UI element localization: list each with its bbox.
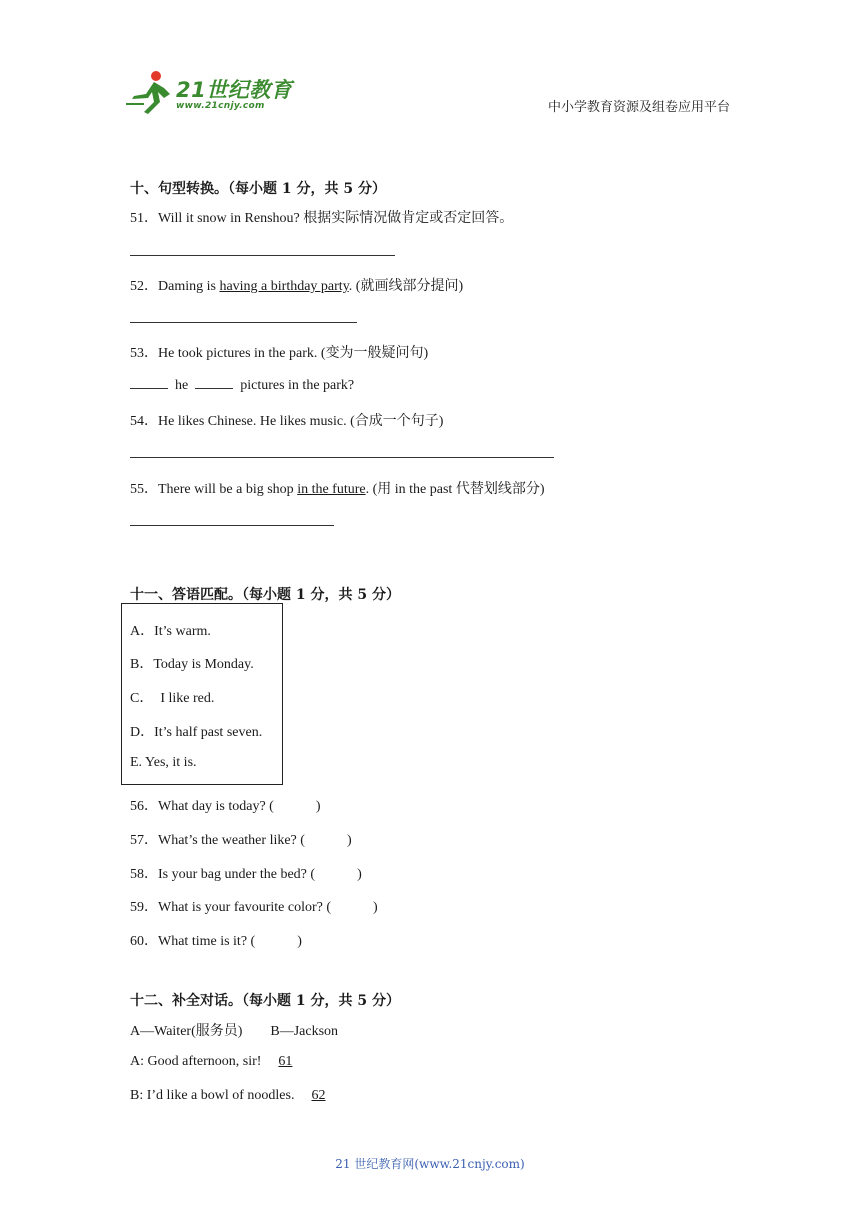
header-platform-text: 中小学教育资源及组卷应用平台 bbox=[548, 100, 731, 115]
question-text: What is your favourite color? ( bbox=[158, 900, 331, 915]
section-11-title: 十一、答语匹配。（每小题 1 分，共 5 分） bbox=[130, 587, 400, 603]
question-59 bbox=[130, 896, 378, 916]
answer-blank-53-b[interactable] bbox=[195, 376, 233, 389]
question-56 bbox=[130, 795, 321, 815]
close-paren: ) bbox=[357, 867, 362, 882]
answer-blank-53-a[interactable] bbox=[130, 376, 168, 389]
logo-runner-icon bbox=[124, 68, 174, 116]
answer-word: he bbox=[175, 378, 189, 393]
section-12-title: 十二、补全对话。（每小题 1 分，共 5 分） bbox=[130, 993, 400, 1009]
question-text: He likes Chinese. He likes music. (合成一个句子) bbox=[158, 414, 444, 429]
question-55 bbox=[130, 478, 544, 498]
underlined-phrase: having a birthday party bbox=[219, 279, 349, 294]
question-number: 58． bbox=[130, 867, 158, 882]
question-text: Is your bag under the bed? ( bbox=[158, 867, 316, 882]
footer-link[interactable]: 21 世纪教育网(www.21cnjy.com) bbox=[335, 1157, 525, 1171]
question-53-answer bbox=[130, 376, 354, 394]
question-text: He took pictures in the park. (变为一般疑问句) bbox=[158, 346, 429, 361]
question-number: 55． bbox=[130, 482, 158, 497]
question-text: Daming is bbox=[158, 279, 220, 294]
answer-line-54[interactable] bbox=[130, 457, 554, 458]
question-number: 60． bbox=[130, 934, 158, 949]
question-number: 52． bbox=[130, 279, 158, 294]
dialogue-text: B: I’d like a bowl of noodles. bbox=[130, 1088, 295, 1103]
question-58 bbox=[130, 863, 362, 883]
dialogue-blank-62[interactable]: 62 bbox=[311, 1088, 326, 1103]
answer-line-55[interactable] bbox=[130, 525, 334, 526]
question-text: Will it snow in Renshou? 根据实际情况做肯定或否定回答。 bbox=[158, 211, 514, 226]
close-paren: ) bbox=[346, 833, 352, 848]
logo-text: 21世纪教育 bbox=[176, 78, 293, 102]
question-60 bbox=[130, 930, 302, 950]
question-text: There will be a big shop bbox=[158, 482, 298, 497]
logo-url: www.21cnjy.com bbox=[176, 101, 265, 111]
section-10-title: 十、句型转换。（每小题 1 分，共 5 分） bbox=[130, 181, 386, 197]
question-text: What time is it? ( bbox=[158, 934, 256, 949]
question-text: What day is today? ( bbox=[158, 799, 274, 814]
question-53 bbox=[130, 342, 428, 362]
question-54 bbox=[130, 410, 443, 430]
dialogue-line-1 bbox=[130, 1054, 302, 1070]
question-number: 54． bbox=[130, 414, 158, 429]
question-number: 59． bbox=[130, 900, 158, 915]
question-number: 53． bbox=[130, 346, 158, 361]
answer-line-51[interactable] bbox=[130, 255, 395, 256]
dialogue-line-2 bbox=[130, 1088, 335, 1104]
question-instruction: . (用 in the past 代替划线部分) bbox=[365, 482, 545, 497]
option-e: E. Yes, it is. bbox=[130, 755, 197, 770]
close-paren: ) bbox=[297, 934, 302, 949]
question-52 bbox=[130, 275, 463, 295]
option-c: C． I like red. bbox=[130, 691, 215, 706]
option-b: B．Today is Monday. bbox=[130, 657, 254, 672]
question-number: 56． bbox=[130, 799, 158, 814]
dialogue-roles: A—Waiter(服务员) B—Jackson bbox=[130, 1024, 339, 1039]
option-a: A．It’s warm. bbox=[130, 624, 211, 639]
answer-word: pictures in the park? bbox=[240, 378, 355, 393]
underlined-phrase: in the future bbox=[297, 482, 366, 497]
question-57 bbox=[130, 829, 352, 849]
answer-line-52[interactable] bbox=[130, 322, 357, 323]
question-text: What’s the weather like? ( bbox=[158, 833, 305, 848]
dialogue-blank-61[interactable]: 61 bbox=[278, 1054, 293, 1069]
option-d: D．It’s half past seven. bbox=[130, 725, 263, 740]
close-paren: ) bbox=[315, 799, 321, 814]
question-number: 51． bbox=[130, 211, 158, 226]
dialogue-text: A: Good afternoon, sir! bbox=[130, 1054, 262, 1069]
close-paren: ) bbox=[373, 900, 378, 915]
question-instruction: . (就画线部分提问) bbox=[348, 279, 464, 294]
question-51 bbox=[130, 207, 513, 227]
question-number: 57． bbox=[130, 833, 158, 848]
